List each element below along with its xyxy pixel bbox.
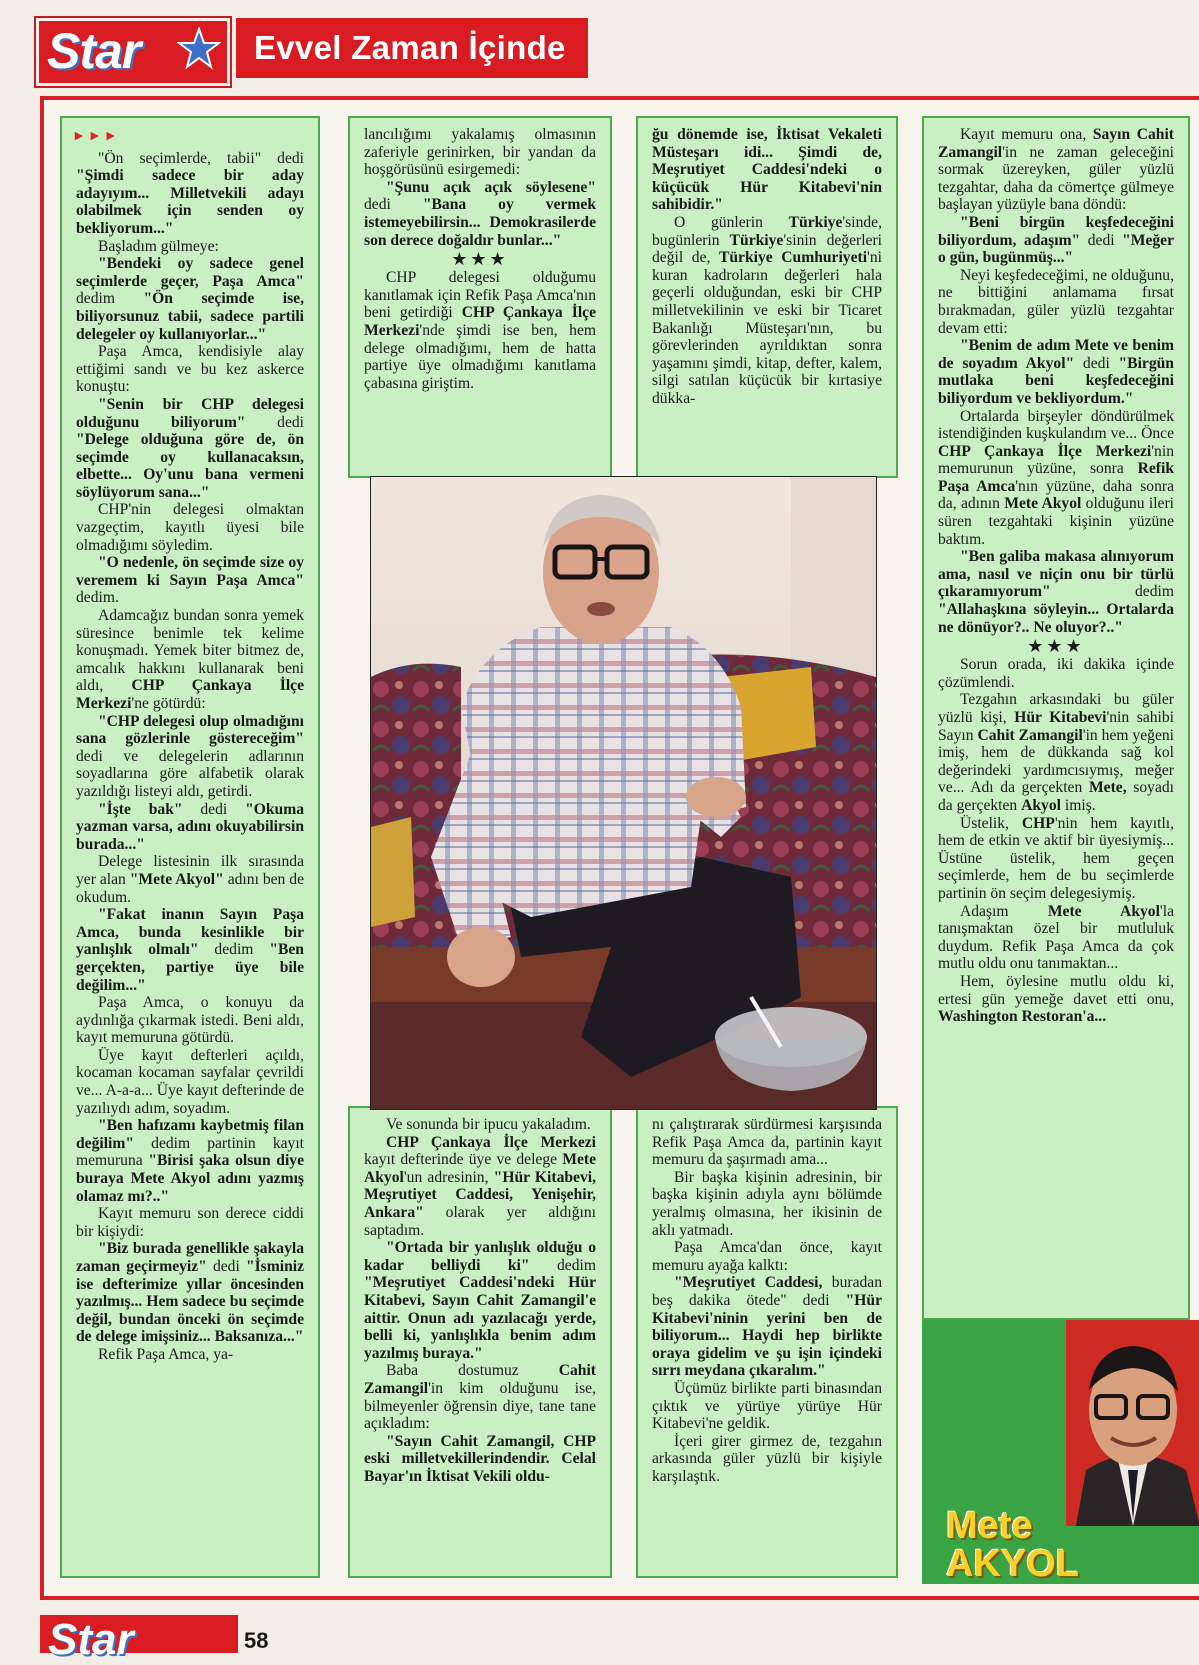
star-logo	[36, 18, 230, 86]
bold-text: "Meğer o gün, bugünmüş..."	[938, 231, 1174, 267]
text: soyadı da gerçekten	[938, 779, 1174, 814]
text: dedi	[1080, 231, 1123, 249]
text: 'in kim olduğunu ise, bilmeyenler öğrensin diye, tane tane açıkladım:	[364, 1379, 596, 1433]
text: 'nin hem kayıtlı, hem de etkin ve aktif bir üyesiymiş... Üstüne üstelik, hem geçen seçimlerde, hem de bu seçimlerde partinin ön seçim delegesiymiş.	[938, 814, 1175, 902]
article-paragraph	[76, 238, 304, 256]
article-paragraph	[938, 903, 1174, 973]
bold-text: Cahit Zamangil	[977, 726, 1083, 744]
article-paragraph	[938, 815, 1174, 903]
article-paragraph	[364, 1433, 596, 1486]
bold-text: "Bendeki oy sadece genel seçimlerde geçer, Paşa Amca"	[76, 255, 304, 290]
article-paragraph	[938, 548, 1174, 636]
article-paragraph	[76, 853, 304, 906]
article-paragraph	[364, 179, 596, 249]
col3bottom-body	[638, 1108, 896, 1491]
bold-text: Sayın Cahit Zamangil	[938, 126, 1174, 161]
bold-text: "Meşrutiyet Caddesi'ndeki Hür Kitabevi, Sayın Cahit Zamangil'e aittir. Onun adı yazılacağı yerde, belli ki, yanlışlıkla benim adım yazılmış buraya."	[364, 1274, 596, 1362]
bold-text: CHP Çankaya İlçe Merkezi	[364, 304, 596, 339]
bold-text: CHP Çankaya İlçe Merkezi	[938, 442, 1152, 460]
text: dedi	[182, 800, 246, 818]
bold-text: "Fakat inanın Sayın Paşa Amca, bunda kesinlikle bir yanlışlık olmalı"	[76, 906, 304, 959]
bold-text: "İsminiz ise defterimize yıllar öncesinden yazılmış... Hem sadece bu seçimde değil, bundan önceki ön seçimde de delege imişsiniz... Baksanıza..."	[76, 1258, 304, 1346]
text: Ortalarda birşeyler döndürülmek istendiğinden kuşkulandım ve... Önce	[938, 407, 1174, 443]
text: 'ne götürdü:	[131, 695, 206, 712]
col3top-body	[638, 118, 896, 414]
article-paragraph	[76, 255, 304, 343]
article-paragraph	[938, 267, 1174, 337]
star-icon	[177, 27, 221, 71]
article-paragraph	[364, 1134, 596, 1240]
text: dedi	[364, 196, 423, 214]
article-paragraph	[364, 126, 596, 179]
article-paragraph	[76, 713, 304, 801]
bold-text: "Şimdi sadece bir aday adayıyım... Milletvekili adayı olabilmek için senden oy bekliyorum..."	[76, 167, 304, 237]
bold-text: Türkiye Cumhuriyeti	[718, 249, 868, 267]
text: dedim	[198, 941, 270, 959]
author-last-name: AKYOL	[946, 1543, 1079, 1585]
article-paragraph	[364, 1239, 596, 1362]
article-paragraph	[76, 396, 304, 502]
article-paragraph	[76, 343, 304, 396]
article-paragraph	[76, 1047, 304, 1117]
author-portrait	[1066, 1320, 1199, 1526]
bold-text: "Senin bir CHP delegesi olduğunu biliyorum"	[76, 395, 304, 431]
article-paragraph	[938, 408, 1174, 549]
col2top-body	[350, 118, 610, 398]
text: "Ön seçimlerde, tabii" dedi	[98, 149, 304, 167]
article-paragraph	[76, 501, 304, 554]
text: İçeri girer girmez de, tezgahın arkasında güler yüzlü bir kişiyle karşılaştık.	[652, 1432, 882, 1485]
article-paragraph	[76, 801, 304, 854]
text-column-2-bottom	[348, 1106, 612, 1578]
text: olarak yer aldığını saptadım.	[364, 1203, 596, 1239]
bold-text: "Delege olduğuna göre de, ön seçimde oy kullanacaksın, elbette... Oy'unu bana vermeni söylüyorum sana..."	[76, 431, 304, 501]
text: 'in ne zaman geleceğini sormak üzereyken, güler yüzlü tezgahtar, daha da cömertçe gülmeye başlayan yüzüyle bana döndü:	[938, 143, 1174, 214]
article-paragraph	[938, 656, 1174, 691]
text: dedim partinin kayıt memuruna	[76, 1134, 304, 1170]
bold-text: "Benim de adım Mete ve benim de soyadım Akyol"	[938, 337, 1174, 372]
section-separator: ★★★	[451, 249, 509, 270]
section-title: Evvel Zaman İçinde	[236, 18, 588, 78]
text: Hem, öylesine mutlu oldu ki, ertesi gün yemeğe davet etti onu,	[938, 972, 1174, 1008]
article-paragraph	[364, 1116, 596, 1134]
bold-text: "CHP delegesi olup olmadığını sana gözlerinle göstereceğim"	[76, 712, 304, 748]
text: Ve sonunda bir ipucu yakaladım.	[386, 1116, 591, 1133]
text: CHP delegesi olduğumu kanıtlamak için Refik Paşa Amca'nın beni getirdiği	[364, 269, 596, 322]
text: Kayıt memuru ona,	[960, 126, 1093, 143]
article-paragraph	[652, 1433, 882, 1486]
bold-text: "Ben hafızamı kaybetmiş filan değilim"	[76, 1117, 304, 1152]
bold-text: "İşte bak"	[98, 800, 183, 818]
bold-text: "O nedenle, ön seçimde size oy veremem ki Sayın Paşa Amca"	[76, 554, 304, 589]
bold-text: "Meşrutiyet Caddesi,	[674, 1274, 823, 1292]
text: 'sinde, bugünlerin	[652, 213, 882, 249]
article-paragraph	[938, 214, 1174, 267]
author-first-name: Mete	[946, 1505, 1033, 1547]
text: dedi ve delegelerin adlarının soyadlarına göre alfabetik olarak yazıldığı listeyi aldı, getirdi.	[76, 747, 304, 800]
text: kayıt defterinde üye ve delege	[364, 1151, 563, 1169]
article-photo	[370, 476, 877, 1110]
article-paragraph	[76, 994, 304, 1047]
text: dedi	[206, 1258, 246, 1275]
bold-text: "Ön seçimde ise, biliyorsunuz tabii, sadece partili delegeler oy kullanıyorlar..."	[76, 290, 304, 343]
text: 'nın yüzüne, daha sonra da, adının	[938, 477, 1174, 513]
bold-text: "Bana oy vermek istemeyebilirsin... Demokrasilerde son derece doğaldır bunlar..."	[364, 196, 596, 249]
text-column-1	[60, 116, 320, 1578]
bold-text: "Beni birgün keşfedeceğini biliyordum, adaşım"	[938, 213, 1174, 249]
author-portrait-illustration	[1066, 1320, 1199, 1526]
text: buradan beş dakika ötede" dedi	[652, 1274, 883, 1309]
text: Paşa Amca, o konuyu da aydınlığa çıkarmak istedi. Beni aldı, kayıt memuruna götürdü.	[76, 994, 304, 1047]
article-paragraph	[364, 269, 596, 392]
bold-text: Mete Akyol	[1047, 902, 1160, 920]
text-column-2-top	[348, 116, 612, 478]
article-paragraph	[76, 607, 304, 713]
bold-text: Mete,	[1088, 779, 1127, 797]
text: Sorun orada, iki dakika içinde çözümlendi.	[938, 656, 1174, 691]
article-paragraph	[76, 1240, 304, 1346]
text: dedim	[76, 290, 144, 308]
text: 'in hem yeğeni imiş, hem de dükkanda sağ kol değerindeki yardımcısıymış, meğer ve... Adı da gerçekten	[938, 726, 1175, 797]
text: Kayıt memuru son derece ciddi bir kişiydi:	[76, 1205, 304, 1240]
article-paragraph	[652, 1380, 882, 1433]
bold-text: "Birisi şaka olsun diye buraya Mete Akyol adını yazmış olamaz mı?.."	[76, 1152, 304, 1205]
text: Bir başka kişinin adresinin, bir başka kişinin adıyla aynı bölümde yeralmış olmasına, her ikisinin de aklı yatmadı.	[652, 1168, 882, 1239]
text: Refik Paşa Amca, ya-	[98, 1345, 234, 1363]
footer-logo-text: Star	[48, 1615, 134, 1664]
article-paragraph	[76, 906, 304, 994]
author-box	[922, 1320, 1199, 1584]
text: 'nde şimdi ise ben, hem delege olmadığımı, hem de hatta partiye üye olmadığımı kanıtlama çabasına giriştim.	[364, 321, 596, 392]
bold-text: Hür Kitabevi	[1014, 709, 1107, 726]
article-paragraph	[938, 126, 1174, 214]
text: Adamcağız bundan sonra yemek süresince benimle tek kelime konuşmadı. Yemek biter bitmez de, amcalık hakkını kullanarak beni aldı,	[76, 607, 304, 695]
text: 'sinin değerleri değil de,	[652, 231, 882, 267]
bold-text: ğu dönemde ise, İktisat Vekaleti Müsteşarı idi... Şimdi de, Meşrutiyet Caddesi'ndeki o küçücük Hür Kitabevi'nin sahibidir."	[652, 126, 882, 214]
article-paragraph	[652, 1169, 882, 1239]
bold-text: "Sayın Cahit Zamangil, CHP eski milletvekillerindendir. Celal Bayar'ın İktisat Vekili oldu-	[364, 1432, 596, 1485]
bold-text: "Ben gerçekten, partiye üye bile değilim..."	[76, 941, 304, 994]
article-paragraph	[76, 1117, 304, 1205]
text: nı çalıştırarak sürdürmesi karşısında Refik Paşa Amca da, partinin kayıt memuru da şaşırmadı ama...	[652, 1116, 882, 1169]
bold-text: Türkiye	[788, 213, 843, 231]
bold-text: CHP	[1021, 814, 1055, 832]
star-logo-text: Star	[47, 23, 141, 79]
article-paragraph	[652, 1274, 882, 1380]
text: Üçümüz birlikte parti binasından çıktık ve yürüye yürüye Hür Kitabevi'ne geldik.	[652, 1379, 882, 1433]
article-paragraph	[364, 1362, 596, 1432]
text: Baba dostumuz	[386, 1362, 559, 1380]
continuation-arrows-icon: ►►►	[72, 129, 120, 144]
text: 'ni kuran kadroların değerleri hala geçerli olduğundan, eski bir CHP milletvekilinin ve eski bir Ticaret Bakanlığı Müsteşarı'nın, bu görevlerinden ayrıldıktan sonra yaşamını şimdi, kitap, defter, kalem, silgi satılan küçücük bir kırtasiye dükka-	[652, 249, 882, 407]
text: Üye kayıt defterleri açıldı, kocaman kocaman sayfalar çevrildi ve... A-a-a... Üye kayıt defterinde de yazılıydı adım, soyadım.	[76, 1046, 304, 1117]
text: Tezgahın arkasındaki bu güler yüzlü kişi,	[938, 691, 1174, 726]
text: dedim	[1050, 583, 1174, 601]
text: 'la tanışmaktan özel bir mutluluk duydum. Refik Paşa Amca da çok mutlu oldu onu tanımaktan...	[938, 902, 1174, 973]
article-paragraph	[76, 1346, 304, 1364]
text: lancılığımı yakalamış olmasının zaferiyle gerinirken, bir yandan da hoşgörüsünü esirgemedi:	[364, 126, 596, 179]
text: adını ben de okudum.	[76, 870, 305, 906]
text: O günlerin	[674, 213, 789, 231]
text: imiş.	[1061, 796, 1096, 814]
text: 'nin memurunun yüzüne, sonra	[938, 442, 1174, 478]
article-paragraph	[76, 150, 304, 238]
text: dedi	[1074, 354, 1119, 372]
photo-illustration	[371, 477, 876, 1109]
bold-text: CHP Çankaya İlçe Merkezi	[76, 677, 305, 712]
text: Üstelik,	[960, 814, 1022, 832]
text: olduğunu ileri süren tezgahtaki kişinin yüzüne baktım.	[938, 495, 1174, 548]
article-paragraph	[652, 214, 882, 408]
text: Başladım gülmeye:	[98, 237, 219, 255]
bold-text: "Şunu açık açık söylesene"	[386, 178, 596, 196]
bold-text: "Birgün mutlaka beni keşfedeceğini biliyordum ve bekliyordum."	[938, 354, 1174, 407]
bold-text: Mete Akyol	[364, 1151, 596, 1186]
bold-text: Cahit Zamangil	[364, 1362, 596, 1397]
bold-text: "Ben galiba makasa alınıyorum ama, nasıl ve niçin onu bir türlü çıkaramıyorum"	[938, 548, 1174, 601]
text: Neyi keşfedeceğimi, ne olduğunu, ne bittiğini anlamama fırsat bırakmadan, güler yüzlü tezgahtar devam etti:	[938, 266, 1174, 337]
text-column-3-bottom	[636, 1106, 898, 1578]
article-paragraph	[652, 1116, 882, 1169]
bold-text: Mete Akyol	[1004, 495, 1082, 513]
article-paragraph	[938, 337, 1174, 407]
col4-body	[924, 118, 1188, 1032]
text: Delege listesinin ilk sırasında yer alan	[76, 853, 304, 888]
text-column-3-top	[636, 116, 898, 478]
text: dedim.	[76, 589, 119, 607]
article-paragraph	[652, 126, 882, 214]
col2bottom-body	[350, 1108, 610, 1491]
article-paragraph	[938, 691, 1174, 814]
article-paragraph	[76, 554, 304, 607]
article-paragraph	[938, 973, 1174, 1026]
bold-text: Akyol	[1021, 796, 1061, 814]
text: 'un adresinin,	[403, 1168, 494, 1186]
page-number: 58	[244, 1628, 269, 1653]
text: dedi	[245, 413, 304, 431]
bold-text: CHP Çankaya İlçe Merkezi	[386, 1133, 596, 1151]
bold-text: "Hür Kitabevi, Meşrutiyet Caddesi, Yenişehir, Ankara"	[364, 1168, 596, 1221]
col1-body	[62, 150, 318, 1370]
text: CHP'nin delegesi olmaktan vazgeçtim, kayıtlı üyesi bile olmadığımı söyledim.	[76, 501, 304, 554]
text-column-4	[922, 116, 1190, 1320]
bold-text: "Okuma yazman varsa, adını okuyabilirsin burada..."	[76, 800, 304, 853]
text: 'nin sahibi Sayın	[938, 709, 1174, 744]
bold-text: Refik Paşa Amca	[938, 460, 1174, 495]
section-separator: ★★★	[1027, 636, 1085, 657]
bold-text: "Allahaşkına söyleyin... Ortalarda ne dönüyor?.. Ne oluyor?.."	[938, 601, 1174, 636]
bold-text: "Hür Kitabevi'ninin yerini ben de biliyorum... Haydi hep birlikte oraya gidelim ve şu işin içindeki sırrı meydana çıkaralım."	[652, 1291, 882, 1380]
bold-text: "Biz burada genellikle şakayla zaman geçirmeyiz"	[76, 1240, 304, 1275]
bold-text: Türkiye	[729, 231, 784, 249]
text: Paşa Amca'dan önce, kayıt memuru ayağa kalktı:	[652, 1239, 882, 1274]
text: dedim	[529, 1256, 596, 1274]
article-paragraph	[76, 1205, 304, 1240]
text: Paşa Amca, kendisiyle alay ettiğimi sandı ve bu kez askerce konuştu:	[76, 343, 304, 396]
bold-text: "Mete Akyol"	[129, 870, 224, 888]
bold-text: "Ortada bir yanlışlık olduğu o kadar belliydi ki"	[364, 1239, 596, 1274]
text: Adaşım	[960, 902, 1048, 920]
bold-text: Washington Restoran'a...	[938, 1008, 1107, 1026]
footer-star-logo	[40, 1615, 238, 1664]
article-paragraph	[652, 1239, 882, 1274]
